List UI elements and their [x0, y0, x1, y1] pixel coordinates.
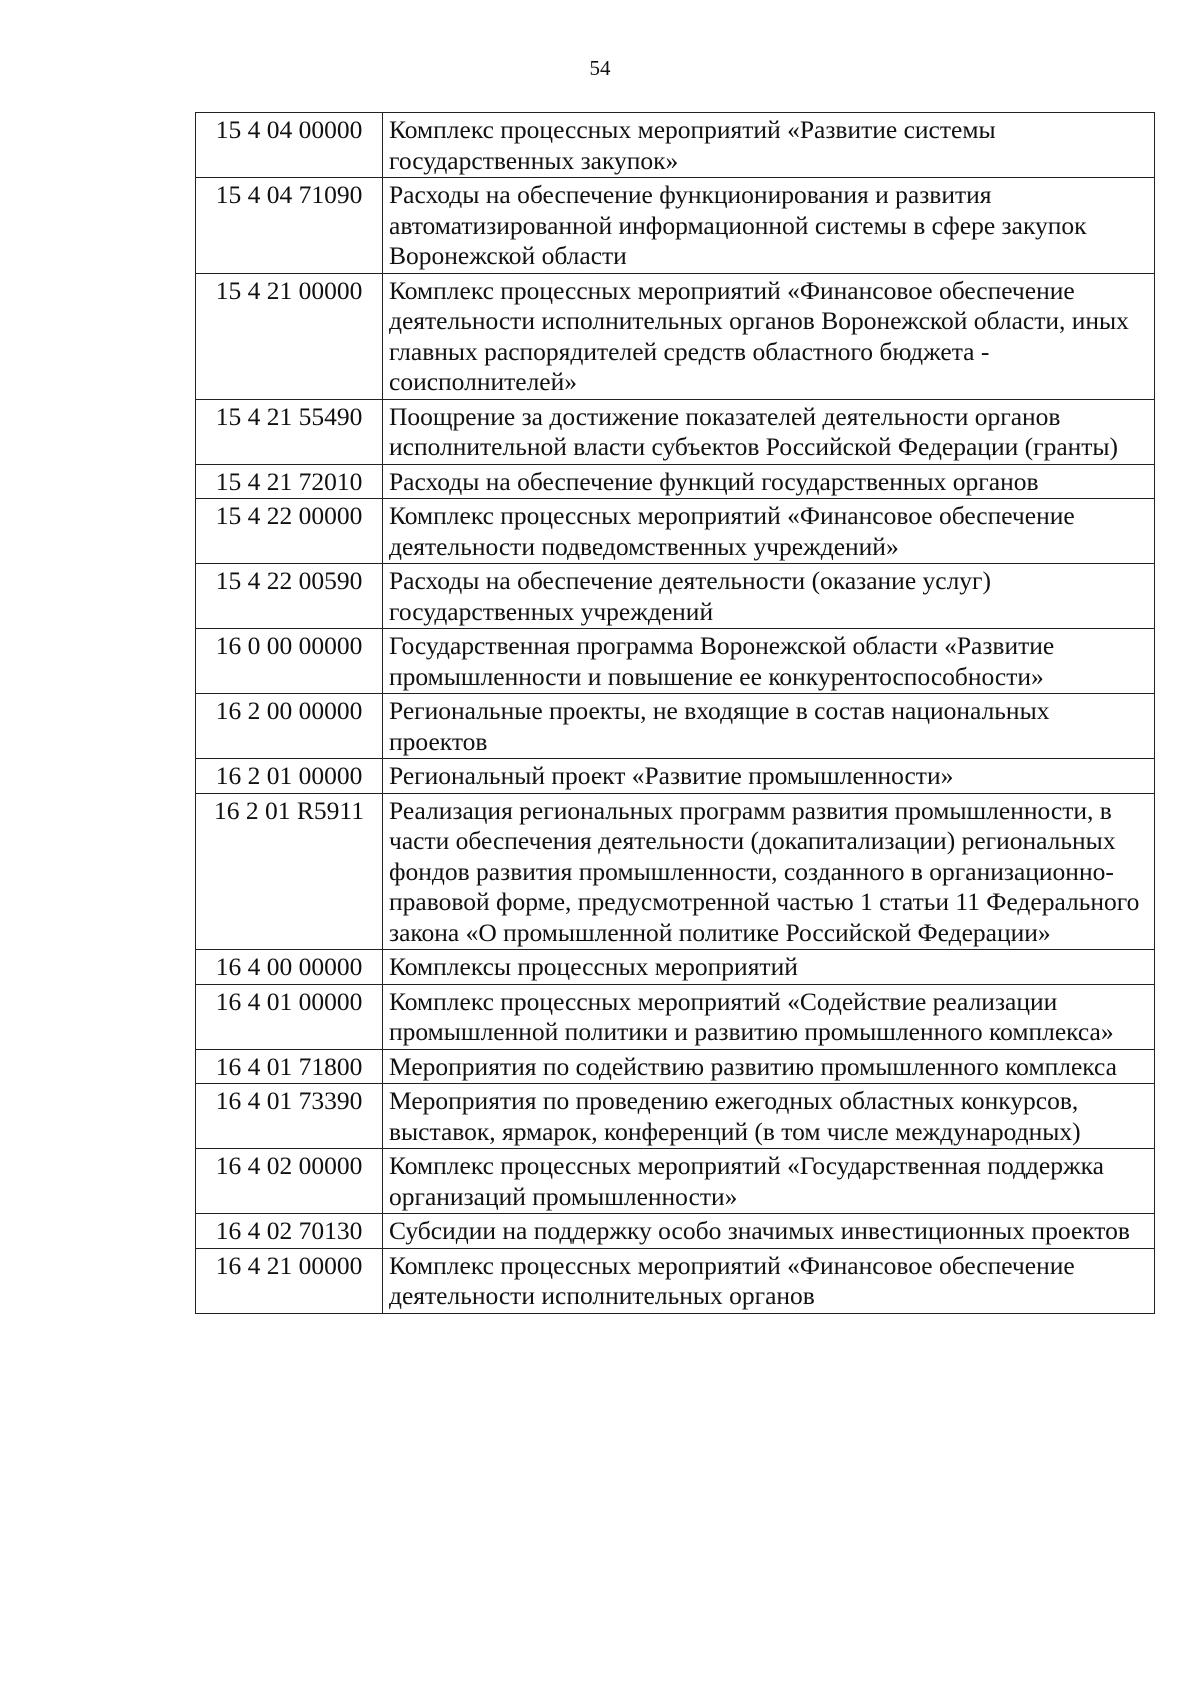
table-row [196, 694, 1155, 759]
description-cell: Комплекс процессных мероприятий «Содействие реализации промышленной политики и развитию промышленного комплекса» [383, 984, 1155, 1049]
table-row [196, 629, 1155, 694]
code-cell: 16 4 01 71800 [196, 1049, 383, 1084]
description-cell: Поощрение за достижение показателей деятельности органов исполнительной власти субъектов Российской Федерации (гранты) [383, 399, 1155, 464]
code-cell: 15 4 21 72010 [196, 464, 383, 499]
code-cell: 16 4 01 00000 [196, 984, 383, 1049]
description-cell: Региональные проекты, не входящие в состав национальных проектов [383, 694, 1155, 759]
table-row [196, 1084, 1155, 1149]
description-cell: Комплекс процессных мероприятий «Финансовое обеспечение деятельности подведомственных учреждений» [383, 499, 1155, 564]
code-cell: 15 4 04 71090 [196, 178, 383, 274]
code-cell: 15 4 22 00590 [196, 564, 383, 629]
description-cell: Расходы на обеспечение деятельности (оказание услуг) государственных учреждений [383, 564, 1155, 629]
table-row [196, 1214, 1155, 1249]
table-row [196, 984, 1155, 1049]
description-cell: Региональный проект «Развитие промышленности» [383, 759, 1155, 794]
description-cell: Комплексы процессных мероприятий [383, 950, 1155, 985]
description-cell: Мероприятия по проведению ежегодных областных конкурсов, выставок, ярмарок, конференций (в том числе международных) [383, 1084, 1155, 1149]
description-cell: Расходы на обеспечение функционирования и развития автоматизированной информационной системы в сфере закупок Воронежской области [383, 178, 1155, 274]
description-cell: Комплекс процессных мероприятий «Финансовое обеспечение деятельности исполнительных органов [383, 1248, 1155, 1313]
table-row [196, 564, 1155, 629]
description-cell: Комплекс процессных мероприятий «Государственная поддержка организаций промышленности» [383, 1149, 1155, 1214]
code-cell: 15 4 04 00000 [196, 113, 383, 178]
description-cell: Расходы на обеспечение функций государственных органов [383, 464, 1155, 499]
description-cell: Комплекс процессных мероприятий «Финансовое обеспечение деятельности исполнительных органов Воронежской области, иных главных распорядителей средств областного бюджета - соисполнителей» [383, 273, 1155, 399]
code-cell: 16 4 02 00000 [196, 1149, 383, 1214]
table-row [196, 464, 1155, 499]
table-row [196, 113, 1155, 178]
code-cell: 16 2 01 R5911 [196, 793, 383, 950]
code-cell: 15 4 21 00000 [196, 273, 383, 399]
table-row [196, 1248, 1155, 1313]
code-cell: 16 0 00 00000 [196, 629, 383, 694]
code-cell: 16 2 00 00000 [196, 694, 383, 759]
table-row [196, 1149, 1155, 1214]
code-cell: 15 4 21 55490 [196, 399, 383, 464]
table-row [196, 793, 1155, 950]
table-row [196, 273, 1155, 399]
budget-code-table [195, 112, 1155, 1314]
description-cell: Субсидии на поддержку особо значимых инвестиционных проектов [383, 1214, 1155, 1249]
table-row [196, 178, 1155, 274]
description-cell: Мероприятия по содействию развитию промышленного комплекса [383, 1049, 1155, 1084]
code-cell: 16 4 00 00000 [196, 950, 383, 985]
table-row [196, 950, 1155, 985]
code-cell: 16 4 01 73390 [196, 1084, 383, 1149]
page-number: 54 [589, 56, 611, 80]
code-cell: 15 4 22 00000 [196, 499, 383, 564]
table-row [196, 1049, 1155, 1084]
table-row [196, 499, 1155, 564]
table-row [196, 399, 1155, 464]
code-cell: 16 4 02 70130 [196, 1214, 383, 1249]
table-row [196, 759, 1155, 794]
code-cell: 16 2 01 00000 [196, 759, 383, 794]
description-cell: Государственная программа Воронежской области «Развитие промышленности и повышение ее конкурентоспособности» [383, 629, 1155, 694]
description-cell: Комплекс процессных мероприятий «Развитие системы государственных закупок» [383, 113, 1155, 178]
code-cell: 16 4 21 00000 [196, 1248, 383, 1313]
description-cell: Реализация региональных программ развития промышленности, в части обеспечения деятельности (докапитализации) региональных фондов развития промышленности, созданного в организационно-правовой форме, предусмотренной частью 1 статьи 11 Федерального закона «О промышленной политике Российской Федерации» [383, 793, 1155, 950]
